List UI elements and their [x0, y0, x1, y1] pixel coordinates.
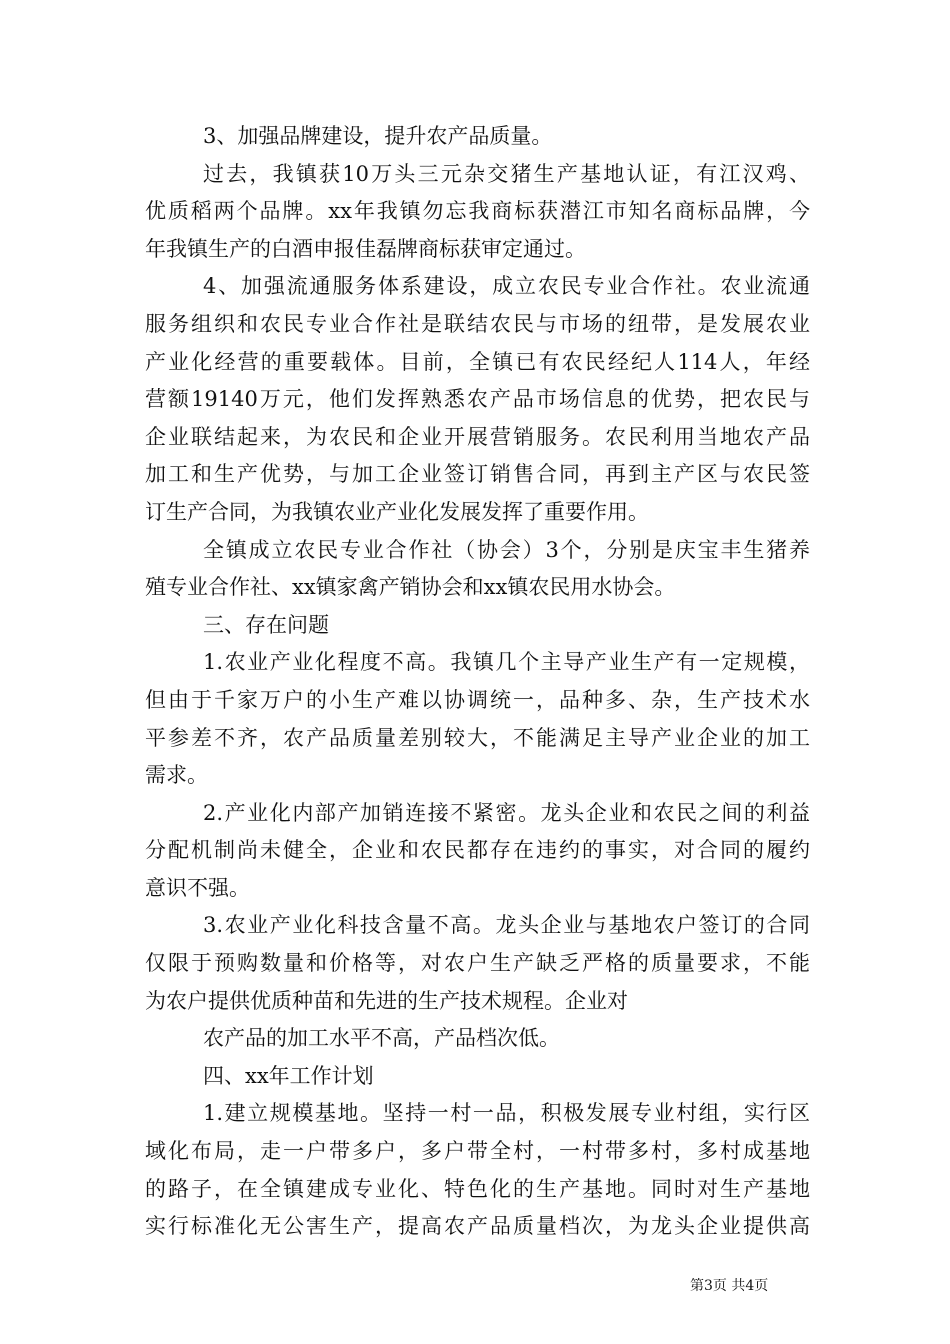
paragraph-line: 需求。 [145, 763, 208, 788]
paragraph-line: 仅限于预购数量和价格等，对农户生产缺乏严格的质量要求，不能 [145, 951, 810, 976]
paragraph-line: 但由于千家万户的小生产难以协调统一，品种多、杂，生产技术水 [145, 687, 810, 712]
paragraph-line: 全镇成立农民专业合作社（协会）3个，分别是庆宝丰生猪养 [203, 537, 810, 562]
paragraph-line: 优质稻两个品牌。xx年我镇勿忘我商标获潜江市知名商标品牌，今 [145, 199, 810, 224]
paragraph-line: 加工和生产优势，与加工企业签订销售合同，再到主产区与农民签 [145, 462, 810, 487]
paragraph-line: 为农户提供优质种苗和先进的生产技术规程。企业对 [145, 988, 628, 1013]
paragraph-line: 殖专业合作社、xx镇家禽产销协会和xx镇农民用水协会。 [145, 575, 676, 600]
paragraph-line: 的路子，在全镇建成专业化、特色化的生产基地。同时对生产基地 [145, 1176, 810, 1201]
paragraph-line: 3.农业产业化科技含量不高。龙头企业与基地农户签订的合同 [203, 913, 810, 938]
paragraph-line: 平参差不齐，农产品质量差别较大，不能满足主导产业企业的加工 [145, 725, 810, 750]
paragraph-line: 营额19140万元，他们发挥熟悉农产品市场信息的优势，把农民与 [145, 387, 810, 412]
paragraph-line: 4、加强流通服务体系建设，成立农民专业合作社。农业流通 [203, 274, 810, 299]
paragraph-line: 1.建立规模基地。坚持一村一品，积极发展专业村组，实行区 [203, 1101, 810, 1126]
paragraph-line: 分配机制尚未健全，企业和农民都存在违约的事实，对合同的履约 [145, 838, 810, 863]
paragraph-line: 产业化经营的重要载体。目前，全镇已有农民经纪人114人，年经 [145, 349, 810, 374]
paragraph-line: 农产品的加工水平不高，产品档次低。 [203, 1026, 560, 1051]
section-heading: 四、xx年工作计划 [203, 1063, 374, 1088]
paragraph-line: 3、加强品牌建设，提升农产品质量。 [203, 124, 553, 148]
paragraph-line: 意识不强。 [145, 875, 250, 900]
document-body [145, 118, 810, 1246]
paragraph-line: 实行标准化无公害生产，提高农产品质量档次，为龙头企业提供高 [145, 1214, 810, 1239]
paragraph-line: 1.农业产业化程度不高。我镇几个主导产业生产有一定规模， [203, 650, 810, 675]
paragraph-line: 服务组织和农民专业合作社是联结农民与市场的纽带，是发展农业 [145, 311, 810, 336]
paragraph-line: 域化布局，走一户带多户，多户带全村，一村带多村，多村成基地 [145, 1139, 810, 1164]
paragraph-line: 企业联结起来，为农民和企业开展营销服务。农民利用当地农产品 [145, 424, 810, 449]
paragraph-line: 订生产合同，为我镇农业产业化发展发挥了重要作用。 [145, 499, 649, 524]
page-number-footer: 第3页 共4页 [690, 1278, 769, 1294]
paragraph-line: 2.产业化内部产加销连接不紧密。龙头企业和农民之间的利益 [203, 800, 810, 825]
paragraph-line: 过去，我镇获10万头三元杂交猪生产基地认证，有江汉鸡、 [203, 161, 810, 186]
section-heading: 三、存在问题 [203, 612, 329, 637]
paragraph-line: 年我镇生产的白酒申报佳磊牌商标获审定通过。 [145, 236, 586, 261]
